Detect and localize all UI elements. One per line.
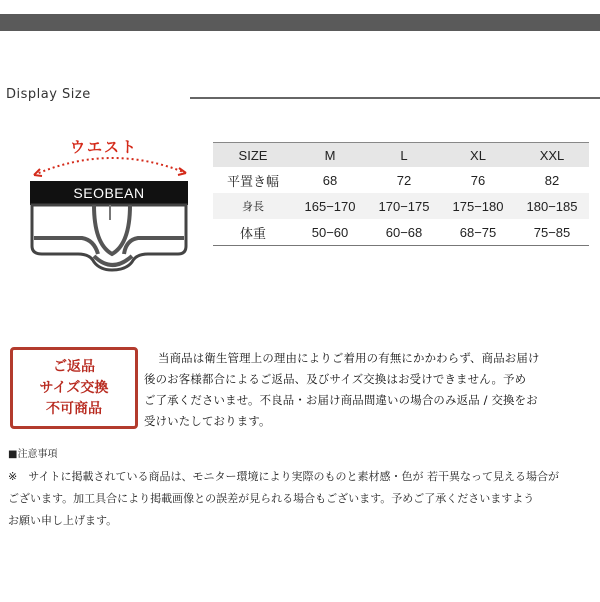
header-cell: SIZE — [213, 143, 293, 168]
stamp-line: サイズ交換 — [39, 380, 109, 396]
no-return-stamp — [10, 347, 138, 429]
header-cell: M — [293, 143, 367, 168]
table-cell: 175−180 — [441, 193, 515, 219]
table-cell: 82 — [544, 172, 560, 188]
table-cell: 68 — [322, 172, 338, 188]
waist-measure-arc — [34, 158, 186, 175]
waist-arrow-right — [178, 168, 186, 175]
header-cell: XXL — [515, 143, 589, 168]
waistband-brand: SEOBEAN — [73, 185, 145, 201]
notice-line: 受けいたしております。 — [144, 414, 271, 428]
table-cell: 68−75 — [441, 219, 515, 246]
notice-line: 当商品は衛生管理上の理由によりご着用の有無にかかわらず、商品お届け — [158, 351, 540, 365]
table-cell: 170−175 — [367, 193, 441, 219]
section-title: Display Size — [6, 87, 91, 102]
title-divider — [190, 97, 600, 99]
size-table-header — [213, 143, 589, 168]
boxer-brief-illustration — [20, 128, 200, 290]
table-cell: 180−185 — [515, 193, 589, 219]
row-label: 平置き幅 — [226, 173, 279, 189]
stamp-line: 不可商品 — [46, 401, 102, 417]
waist-label: ウエスト — [70, 138, 139, 156]
header-cell: XL — [441, 143, 515, 168]
size-chart — [213, 142, 589, 246]
underwear-diagram — [20, 128, 200, 290]
caution-line: ※ サイトに掲載されている商品は、モニター環境により実際のものと素材感・色が 若干異なって見える場合が — [8, 470, 559, 483]
header-cell: L — [367, 143, 441, 168]
caution-heading: ■注意事項 — [8, 449, 58, 460]
table-cell: 165−170 — [293, 193, 367, 219]
return-policy-notice — [144, 348, 590, 432]
table-row — [213, 193, 589, 219]
notice-line: ご了承くださいませ。不良品・お届け商品間違いの場合のみ返品 / 交換をお — [144, 393, 538, 407]
row-label: 身長 — [213, 193, 293, 219]
stamp-line: ご返品 — [53, 359, 95, 375]
top-banner-bar — [0, 14, 600, 31]
caution-line: ございます。加工具合により掲載画像との誤差が見られる場合もございます。予めご了承くださいますよう — [8, 492, 535, 505]
caution-section — [8, 444, 594, 532]
table-cell: 76 — [470, 172, 486, 188]
notice-line: 後のお客様都合によるご返品、及びサイズ交換はお受けできません。予め — [144, 372, 527, 386]
row-label: 体重 — [213, 219, 293, 246]
table-row — [213, 219, 589, 246]
table-row — [213, 167, 589, 193]
size-table — [213, 142, 589, 246]
waist-arrow-left — [34, 169, 42, 176]
table-cell: 60−68 — [367, 219, 441, 246]
table-cell: 72 — [396, 172, 412, 188]
table-cell: 50−60 — [293, 219, 367, 246]
caution-line: お願い申し上げます。 — [8, 514, 118, 527]
table-cell: 75−85 — [515, 219, 589, 246]
